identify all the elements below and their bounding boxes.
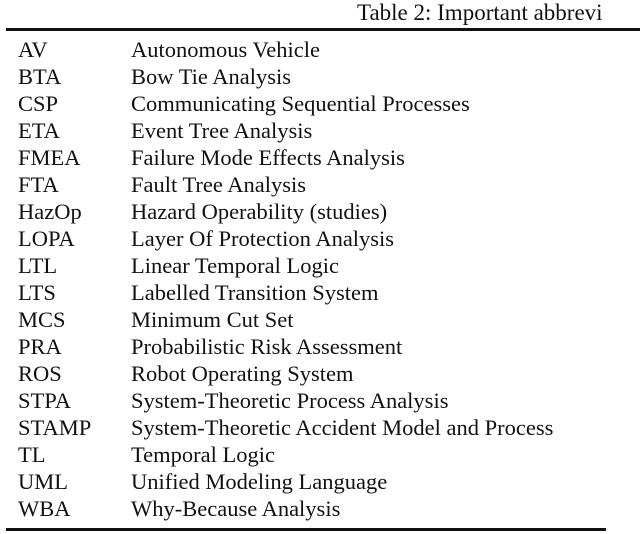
- table-row: [0, 144, 640, 171]
- table-row: [0, 468, 640, 495]
- table-row: [0, 306, 640, 333]
- definition-cell: Probabilistic Risk Assessment: [131, 334, 403, 359]
- abbreviation-cell: UML: [18, 469, 68, 494]
- definition-cell: Fault Tree Analysis: [131, 172, 307, 197]
- table-row: [0, 279, 640, 306]
- table-row: [0, 63, 640, 90]
- table-row: [0, 36, 640, 63]
- abbreviation-cell: CSP: [18, 91, 59, 116]
- abbreviation-cell: STPA: [18, 388, 71, 413]
- table-row: [0, 495, 640, 522]
- table-top-rule: [6, 28, 640, 31]
- definition-cell: Autonomous Vehicle: [131, 37, 320, 62]
- definition-cell: Hazard Operability (studies): [131, 199, 388, 224]
- table-row: [0, 252, 640, 279]
- definition-cell: Temporal Logic: [131, 442, 275, 467]
- table-row: [0, 198, 640, 225]
- table-caption: Table 2: Important abbrevi: [357, 0, 603, 25]
- definition-cell: Unified Modeling Language: [131, 469, 388, 494]
- abbreviation-cell: LTS: [18, 280, 56, 305]
- table-row: [0, 387, 640, 414]
- table-bottom-rule: [6, 528, 606, 531]
- abbreviation-cell: ROS: [18, 361, 62, 386]
- table-row: [0, 414, 640, 441]
- definition-cell: Why-Because Analysis: [131, 496, 341, 521]
- abbreviation-cell: BTA: [18, 64, 62, 89]
- abbreviation-cell: FMEA: [18, 145, 81, 170]
- table-row: [0, 333, 640, 360]
- abbreviation-cell: LOPA: [18, 226, 75, 251]
- definition-cell: Bow Tie Analysis: [131, 64, 292, 89]
- definition-cell: System-Theoretic Process Analysis: [131, 388, 449, 413]
- table-row: [0, 360, 640, 387]
- table-row: [0, 225, 640, 252]
- definition-cell: Linear Temporal Logic: [131, 253, 339, 278]
- definition-cell: Layer Of Protection Analysis: [131, 226, 395, 251]
- abbreviation-cell: LTL: [18, 253, 58, 278]
- abbreviation-cell: TL: [18, 442, 46, 467]
- abbreviation-cell: MCS: [18, 307, 66, 332]
- table-row: [0, 90, 640, 117]
- definition-cell: Communicating Sequential Processes: [131, 91, 470, 116]
- abbreviations-table: [0, 36, 640, 522]
- definition-cell: Event Tree Analysis: [131, 118, 313, 143]
- definition-cell: Labelled Transition System: [131, 280, 379, 305]
- definition-cell: Robot Operating System: [131, 361, 354, 386]
- definition-cell: Minimum Cut Set: [131, 307, 294, 332]
- abbreviation-cell: PRA: [18, 334, 62, 359]
- abbreviation-cell: WBA: [18, 496, 71, 521]
- definition-cell: Failure Mode Effects Analysis: [131, 145, 405, 170]
- table-row: [0, 117, 640, 144]
- abbreviation-cell: ETA: [18, 118, 60, 143]
- definition-cell: System-Theoretic Accident Model and Process: [131, 415, 554, 440]
- abbreviation-cell: FTA: [18, 172, 59, 197]
- abbreviation-cell: STAMP: [18, 415, 92, 440]
- table-row: [0, 171, 640, 198]
- table-row: [0, 441, 640, 468]
- abbreviation-cell: AV: [18, 37, 48, 62]
- abbreviation-cell: HazOp: [18, 199, 82, 224]
